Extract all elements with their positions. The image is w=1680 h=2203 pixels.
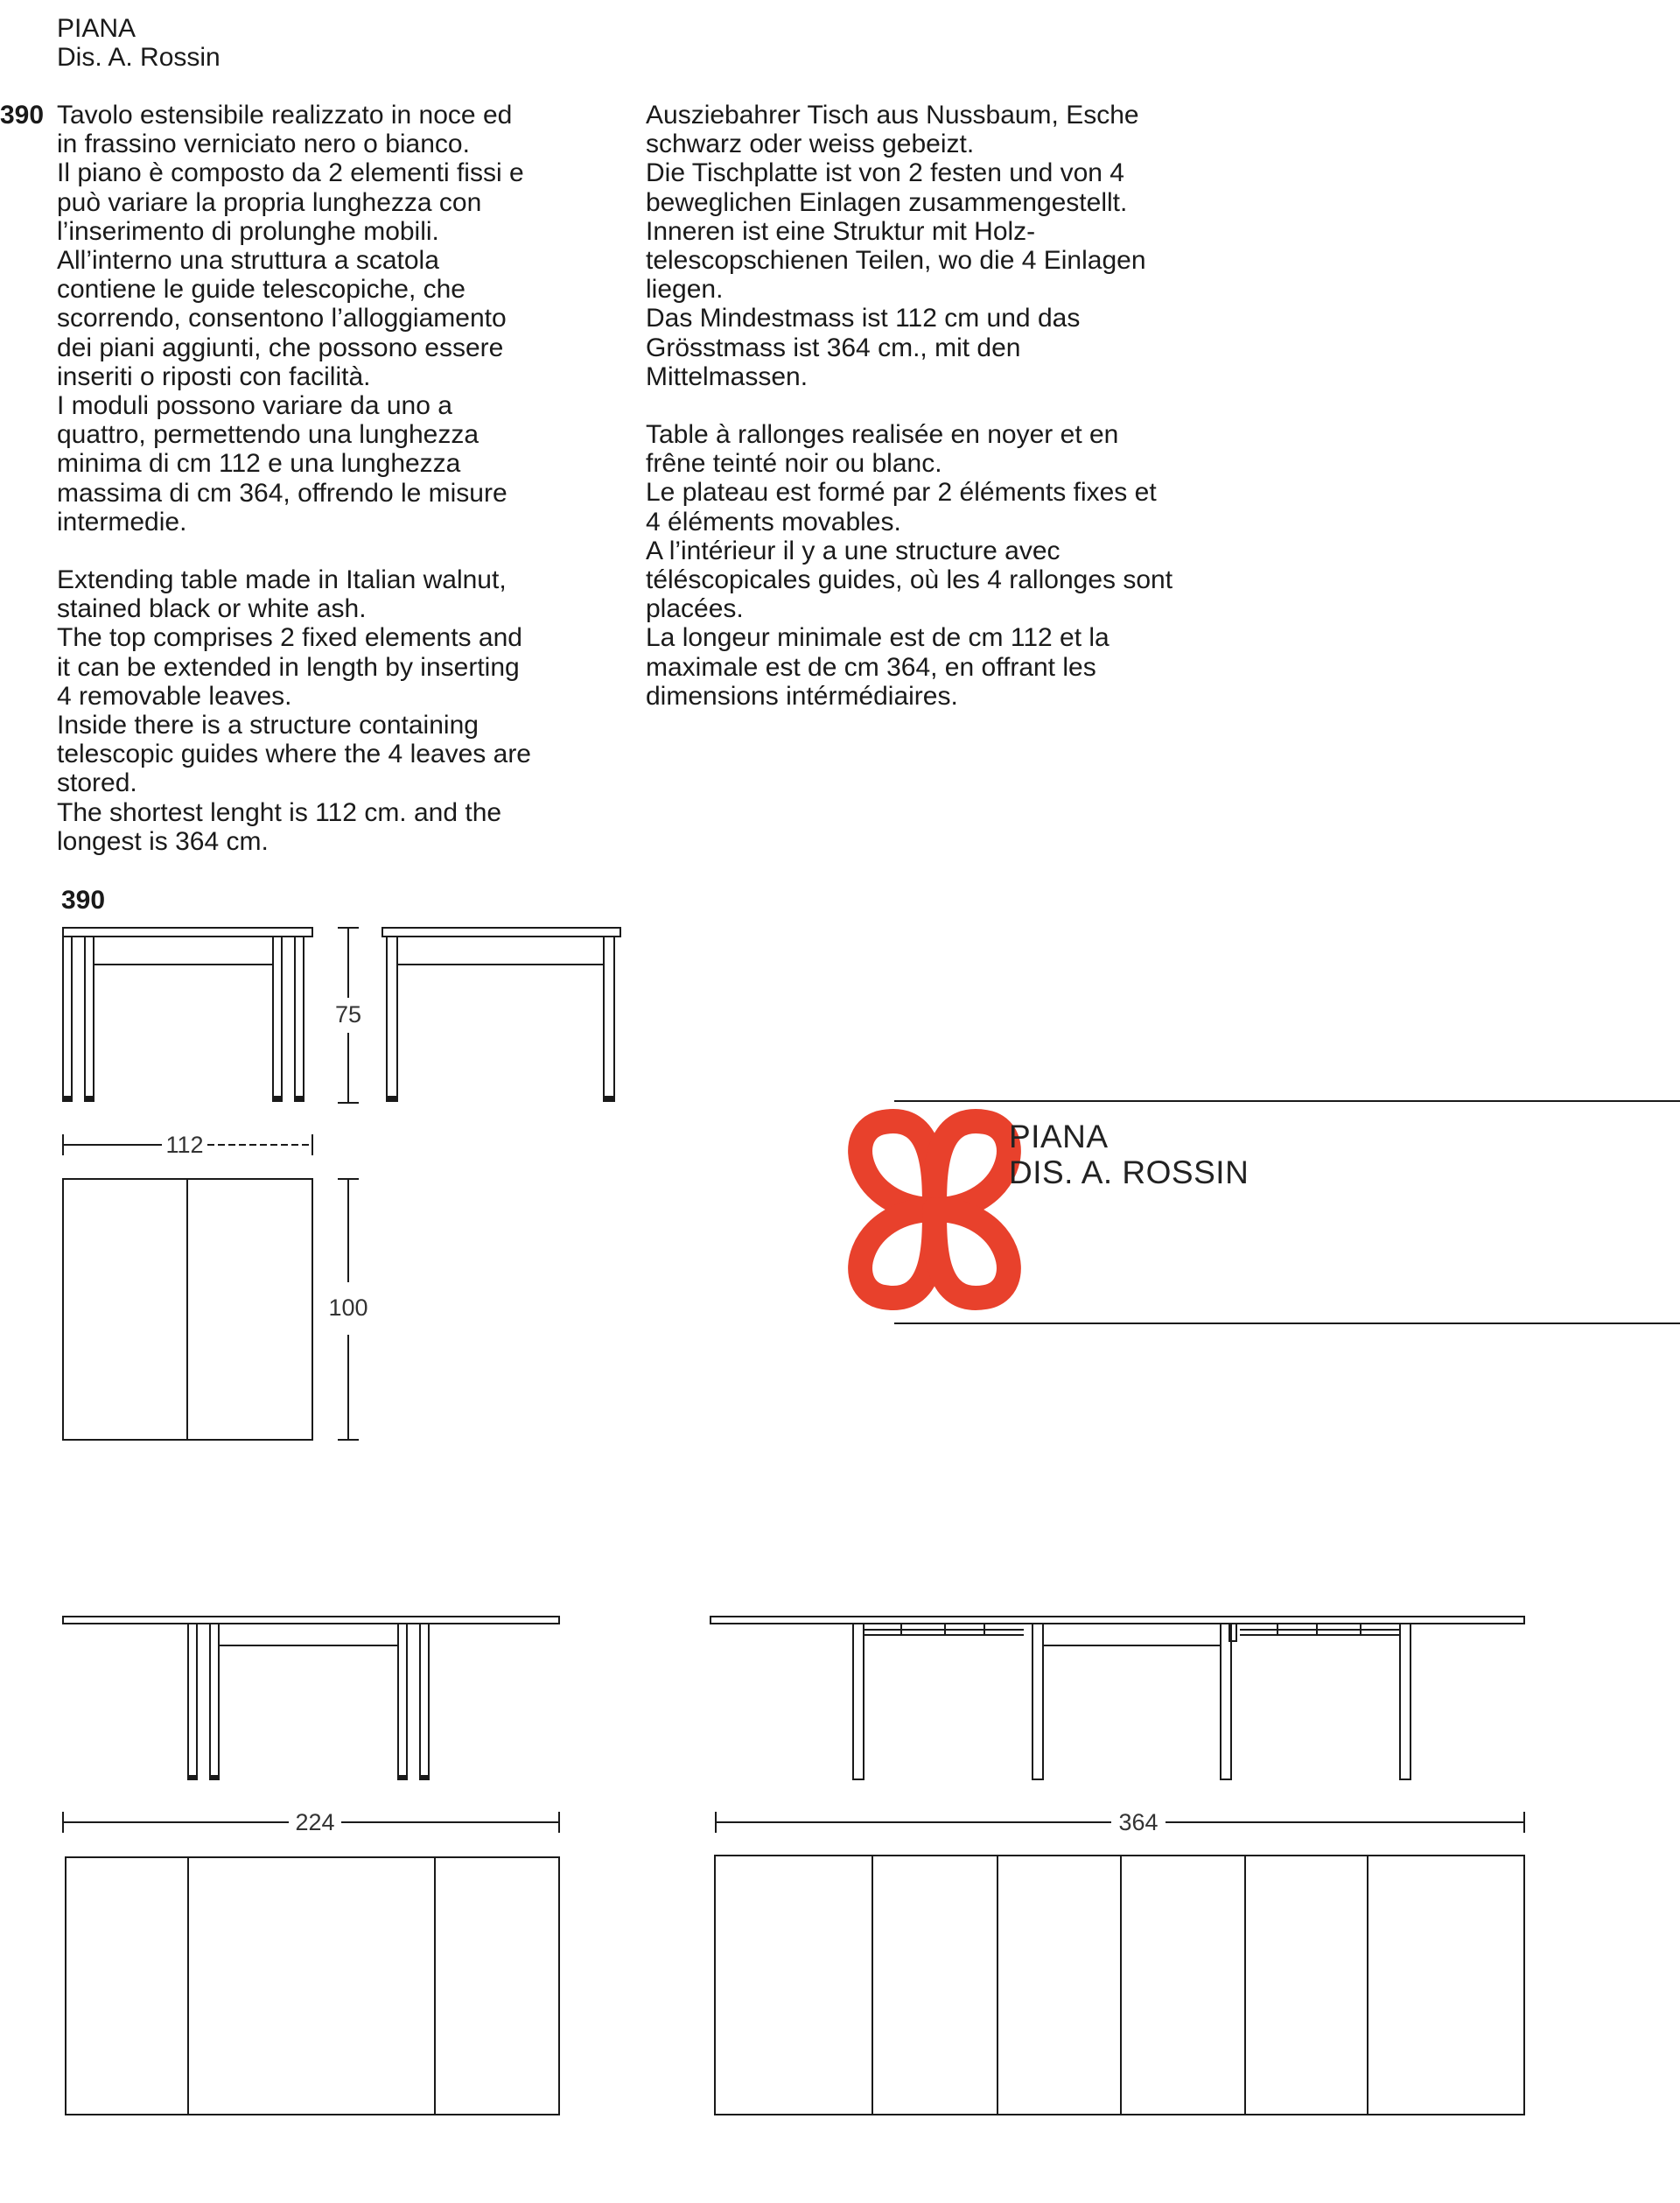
dim-364-label: 364 xyxy=(1118,1809,1158,1835)
side-elevation xyxy=(382,928,620,1101)
description-italian: Tavolo estensibile realizzato in noce ed in frassino verniciato nero o bianco. Il piano è composto da 2 elementi fissi e può variare la propria lunghezza con l’inserimento di prolunghe mobili. All’interno una struttura a scatola contiene le guide telescopiche, che scorrendo, consentono l’alloggiamento dei piani aggiunti, che possono essere inseriti o riposti con facilità. I moduli possono variare da uno a quattro, permettendo una lunghezza minima di cm 112 e una lunghezza massima di cm 364, offrendo le misure intermedie. xyxy=(57,101,524,537)
description-french: Table à rallonges realisée en noyer et en frêne teinté noir ou blanc. Le plateau est formé par 2 éléments fixes et 4 éléments movables. A l’intérieur il y a une structure avec téléscopicales guides, où les 4 rallonges sont placées. La longeur minimale est de cm 112 et la maximale est de cm 364, en offrant les dimensions intérmédiaires. xyxy=(646,420,1173,711)
front-elevation-224 xyxy=(63,1617,559,1779)
dim-224-label: 224 xyxy=(295,1809,335,1835)
item-code: 390 xyxy=(0,101,45,130)
dim-height-label: 75 xyxy=(334,1001,362,1028)
front-elevation-364 xyxy=(710,1617,1524,1779)
designer-credit: Dis. A. Rossin xyxy=(57,43,220,72)
table-feet xyxy=(63,1096,614,1780)
front-elevation-112 xyxy=(63,928,312,1101)
dim-depth-label: 100 xyxy=(328,1294,368,1321)
brand-name: PIANA xyxy=(1009,1119,1109,1154)
plan-view-364 xyxy=(715,1856,1524,2115)
description-english: Extending table made in Italian walnut, stained black or white ash. The top comprises 2 fixed elements and it can be extended in length by inserting 4 removable leaves. Inside there is a structure containing telescopic guides where the 4 leaves are stored. The shortest lenght is 112 cm. and the longest is 364 cm. xyxy=(57,565,531,856)
dim-width-112-label: 112 xyxy=(165,1132,204,1158)
brand-logo-icon xyxy=(860,1121,1009,1298)
plan-view-224 xyxy=(66,1857,559,2115)
plan-view-112 xyxy=(63,1179,312,1440)
drawings-label: 390 xyxy=(61,886,106,915)
description-german: Ausziebahrer Tisch aus Nussbaum, Esche schwarz oder weiss gebeizt. Die Tischplatte ist von 2 festen und von 4 beweglichen Einlagen zusammengestellt. Inneren ist eine Struktur mit Holz- telescopschienen Teilen, wo die 4 Einlagen liegen. Das Mindestmass ist 112 cm und das Grösstmass ist 364 cm., mit den Mittelmassen. xyxy=(646,101,1146,391)
product-name: PIANA xyxy=(57,14,136,43)
brand-designer: DIS. A. ROSSIN xyxy=(1009,1154,1250,1190)
